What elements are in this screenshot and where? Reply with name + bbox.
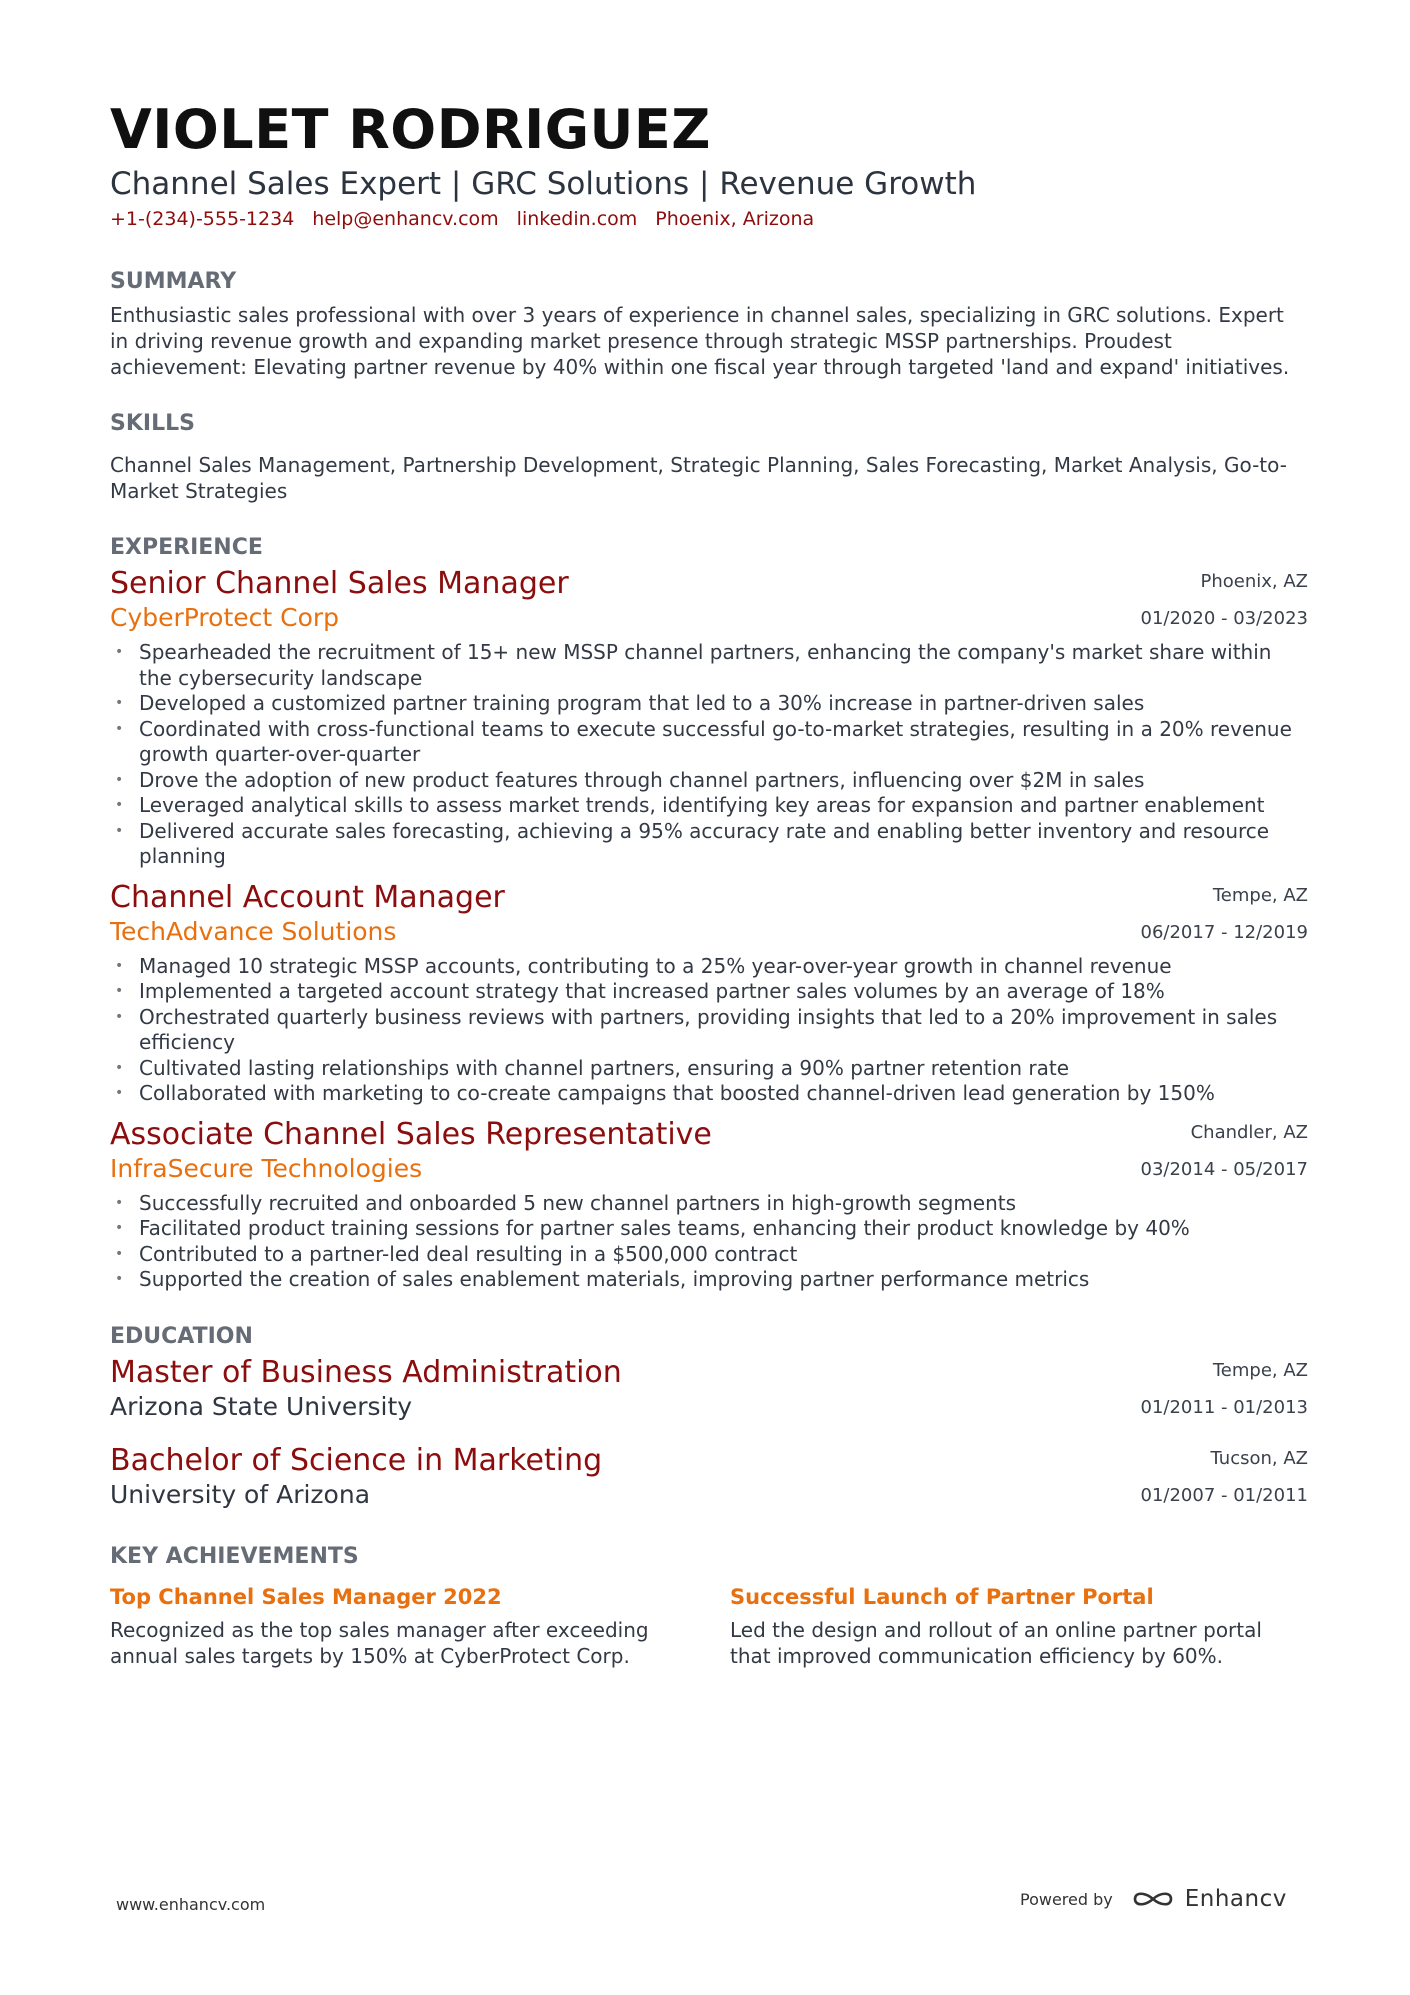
- job-header: [110, 1117, 1308, 1185]
- job-bullet: • Contributed to a partner-led deal resulting in a $500,000 contract: [110, 1242, 1308, 1268]
- job-bullet: • Cultivated lasting relationships with channel partners, ensuring a 90% partner retention rate: [110, 1056, 1308, 1082]
- footer-website[interactable]: www.enhancv.com: [116, 1895, 266, 1914]
- education-degree: Bachelor of Science in Marketing: [110, 1442, 603, 1478]
- education-location: Tempe, AZ: [1212, 1359, 1308, 1381]
- enhancv-brand[interactable]: [1131, 1886, 1287, 1912]
- job-dates: 01/2020 - 03/2023: [1140, 608, 1308, 629]
- job-title: Channel Account Manager: [110, 879, 505, 915]
- section-title-skills: SKILLS: [110, 411, 195, 436]
- contact-email[interactable]: help@enhancv.com: [312, 208, 499, 230]
- job-company: TechAdvance Solutions: [110, 916, 397, 946]
- education-location: Tucson, AZ: [1210, 1447, 1308, 1469]
- education-dates: 01/2011 - 01/2013: [1140, 1396, 1308, 1418]
- job-bullet: • Delivered accurate sales forecasting, achieving a 95% accuracy rate and enabling better inventory and resource planning: [110, 819, 1308, 870]
- powered-by-label: Powered by: [1020, 1889, 1113, 1909]
- education-header: [110, 1355, 1308, 1423]
- achievement-title: Successful Launch of Partner Portal: [730, 1584, 1154, 1609]
- job-bullet: • Successfully recruited and onboarded 5 new channel partners in high-growth segments: [110, 1191, 1308, 1217]
- job-bullet: • Collaborated with marketing to co-create campaigns that boosted channel-driven lead generation by 150%: [110, 1081, 1308, 1107]
- job-bullets: [110, 640, 1308, 870]
- skills-section: [110, 410, 1308, 504]
- section-title-achievements: KEY ACHIEVEMENTS: [110, 1543, 359, 1569]
- education-dates: 01/2007 - 01/2011: [1140, 1484, 1308, 1506]
- education-school: Arizona State University: [110, 1391, 413, 1421]
- section-title-experience: EXPERIENCE: [110, 535, 263, 560]
- contact-linkedin[interactable]: linkedin.com: [516, 208, 638, 230]
- education-section: [110, 1323, 1308, 1511]
- education-entry: [110, 1443, 1308, 1511]
- achievement-title: Top Channel Sales Manager 2022: [110, 1584, 502, 1609]
- enhancv-brand-name: Enhancv: [1184, 1886, 1287, 1912]
- achievement-description: Led the design and rollout of an online partner portal that improved communication efficiency by 60%.: [730, 1617, 1262, 1668]
- job-location: Chandler, AZ: [1190, 1121, 1308, 1143]
- job-bullets: [110, 954, 1308, 1107]
- candidate-name: VIOLET RODRIGUEZ: [110, 98, 711, 161]
- job-entry: [110, 880, 1308, 1107]
- achievement-item: [110, 1583, 650, 1669]
- education-degree: Master of Business Administration: [110, 1354, 622, 1390]
- job-bullet: • Facilitated product training sessions for partner sales teams, enhancing their product knowledge by 40%: [110, 1216, 1308, 1242]
- skills-text: Channel Sales Management, Partnership Development, Strategic Planning, Sales Forecasting, Market Analysis, Go-to-Market Strategies: [110, 453, 1287, 503]
- job-bullet: • Drove the adoption of new product features through channel partners, influencing over $2M in sales: [110, 768, 1308, 794]
- job-bullet: • Coordinated with cross-functional teams to execute successful go-to-market strategies, resulting in a 20% revenue growth quarter-over-quarter: [110, 717, 1308, 768]
- job-header: [110, 566, 1308, 634]
- enhancv-logo-icon: [1131, 1887, 1175, 1911]
- achievements-grid: [110, 1583, 1308, 1669]
- experience-section: [110, 534, 1308, 1293]
- education-header: [110, 1443, 1308, 1511]
- footer-branding: [1020, 1886, 1287, 1912]
- job-title: Associate Channel Sales Representative: [110, 1116, 712, 1152]
- job-company: InfraSecure Technologies: [110, 1153, 423, 1183]
- resume-header: [110, 98, 1308, 232]
- job-location: Tempe, AZ: [1212, 884, 1308, 906]
- resume-page: [110, 98, 1308, 1669]
- job-dates: 03/2014 - 05/2017: [1140, 1158, 1308, 1180]
- job-entry: [110, 566, 1308, 870]
- achievement-item: [730, 1583, 1270, 1669]
- job-location: Phoenix, AZ: [1200, 571, 1308, 592]
- job-bullets: [110, 1191, 1308, 1293]
- contact-line: [110, 206, 1308, 232]
- job-bullet: • Supported the creation of sales enablement materials, improving partner performance metrics: [110, 1267, 1308, 1293]
- job-bullet: • Managed 10 strategic MSSP accounts, contributing to a 25% year-over-year growth in channel revenue: [110, 954, 1308, 980]
- candidate-title: Channel Sales Expert | GRC Solutions | Revenue Growth: [110, 166, 977, 202]
- job-bullet: • Leveraged analytical skills to assess market trends, identifying key areas for expansion and partner enablement: [110, 793, 1308, 819]
- job-bullet: • Spearheaded the recruitment of 15+ new MSSP channel partners, enhancing the company's market share within the cybersecurity landscape: [110, 640, 1308, 691]
- job-entry: [110, 1117, 1308, 1293]
- job-title: Senior Channel Sales Manager: [110, 566, 569, 601]
- summary-text: Enthusiastic sales professional with over 3 years of experience in channel sales, specializing in GRC solutions. Expert in driving revenue growth and expanding market presence through strategic MSSP partnerships. Proudest achievement: Elevating partner revenue by 40% within one fiscal year through targeted 'land and expand' initiatives.: [110, 303, 1290, 379]
- section-title-summary: SUMMARY: [110, 269, 237, 294]
- achievement-description: Recognized as the top sales manager after exceeding annual sales targets by 150% at CyberProtect Corp.: [110, 1617, 649, 1668]
- contact-location: Phoenix, Arizona: [655, 208, 815, 230]
- achievements-section: [110, 1543, 1308, 1669]
- contact-phone[interactable]: +1-(234)-555-1234: [110, 208, 295, 230]
- job-company: CyberProtect Corp: [110, 603, 340, 632]
- job-bullet: • Developed a customized partner training program that led to a 30% increase in partner-driven sales: [110, 691, 1308, 717]
- job-bullet: • Orchestrated quarterly business reviews with partners, providing insights that led to a 20% improvement in sales efficiency: [110, 1005, 1308, 1056]
- summary-section: [110, 268, 1308, 380]
- job-header: [110, 880, 1308, 948]
- job-bullet: • Implemented a targeted account strategy that increased partner sales volumes by an average of 18%: [110, 979, 1308, 1005]
- education-school: University of Arizona: [110, 1479, 371, 1509]
- education-entry: [110, 1355, 1308, 1423]
- job-dates: 06/2017 - 12/2019: [1140, 921, 1308, 943]
- section-title-education: EDUCATION: [110, 1323, 253, 1349]
